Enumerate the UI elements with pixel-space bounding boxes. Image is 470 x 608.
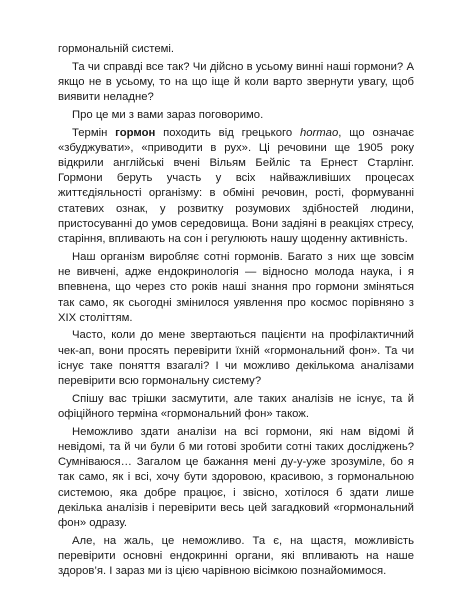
- paragraph: [58, 42, 414, 57]
- document-page: [58, 42, 414, 582]
- paragraph: [58, 392, 414, 422]
- paragraph-text: Наш організм виробляє сотні гормонів. Багато з них ще зовсім не вивчені, адже ендокринологія — відносно молода наука, і я впевнена, що через сто років наші знання про гормони зміняться так само, як сьогодні змінилося уявлення про космос порівняно з XIX століттям.: [58, 250, 414, 324]
- paragraph: [58, 534, 414, 580]
- paragraph-text: походить від грецького: [155, 126, 300, 139]
- paragraph-text: гормональній системі.: [58, 43, 175, 55]
- term-bold: гормон: [115, 126, 156, 139]
- paragraph-text: Про це ми з вами зараз поговоримо.: [72, 108, 264, 121]
- paragraph: [58, 250, 414, 326]
- paragraph-text: Та чи справді все так? Чи дійсно в усьому винні наші гормони? А якщо не в усьому, то на що іще й коли варто звернути увагу, щоб виявити неладне?: [58, 60, 414, 104]
- paragraph: [58, 108, 414, 123]
- paragraph: [58, 328, 414, 389]
- paragraph-text: Часто, коли до мене звертаються пацієнти на профілактичний чек-ап, вони просять перевірити їхній «гормональний фон». Та чи існує таке поняття взагалі? І чи можливо декількома аналізами перевірити всю гормональну систему?: [58, 329, 414, 388]
- paragraph-text: Але, на жаль, це неможливо. Та є, на щастя, можливість перевірити основні ендокринні органи, які впливають на наше здоров’я. І зараз ми із цією чарівною вісімкою познайомимося.: [58, 534, 414, 578]
- paragraph: [58, 425, 414, 532]
- term-italic: hormao: [299, 126, 339, 139]
- paragraph-text: Спішу вас трішки засмутити, але таких аналізів не існує, та й офіційного терміна «гормональний фон» також.: [58, 392, 414, 421]
- paragraph: [58, 60, 414, 106]
- paragraph-text: , що означає «збуджувати», «приводити в рух». Ці речовини ще 1905 року відкрили англійські вчені Вільям Бейліс та Ернест Старлінг. Гормони беруть участь у всіх найважливіших процесах життєдіяльності організму: в обміні речовин, рості, формуванні статевих ознак, у розвитку розумових здібностей людини, пристосуванні до умов середовища. Вони задіяні в реакціях стресу, старіння, впливають на сон і регулюють нашу щоденну активність.: [58, 126, 414, 246]
- paragraph-text: Термін: [72, 126, 116, 139]
- paragraph-text: Неможливо здати аналізи на всі гормони, які нам відомі й невідомі, та й чи були б ми готові зробити сотні таких досліджень? Сумніваюся… Загалом це бажання мені ду-у-уже зрозуміле, бо я так само, як і всі, хочу бути здоровою, красивою, з гормональною системою, яка добре працює, і звісно, хотілося б здати лише декілька аналізів і перевірити весь цей загадковий «гормональний фон» одразу.: [58, 425, 414, 530]
- paragraph: [58, 126, 414, 248]
